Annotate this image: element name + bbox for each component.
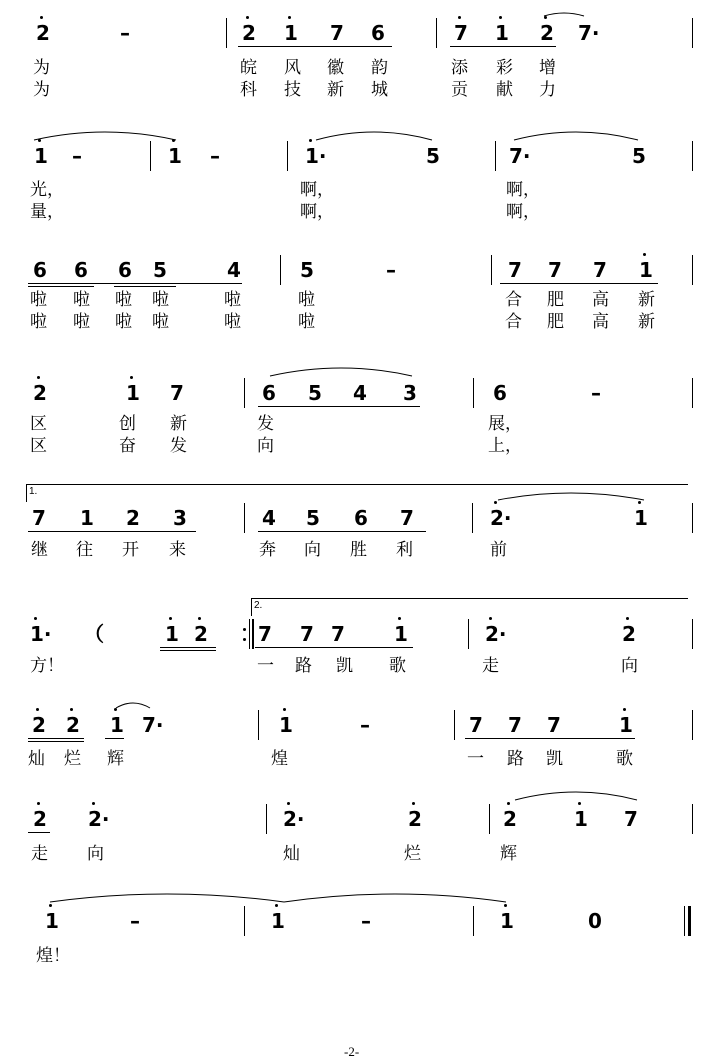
note: 1 — [574, 807, 588, 831]
lyric-syllable: 量， — [30, 202, 64, 222]
note: 2· — [485, 622, 507, 646]
note: 6 — [118, 258, 132, 282]
lyric-syllable: 新 — [327, 80, 344, 100]
slur-tie — [116, 703, 150, 708]
slur-tie — [515, 792, 637, 800]
lyric-syllable: 啦 — [298, 312, 315, 332]
note: 6 — [33, 258, 47, 282]
note: 4 — [227, 258, 241, 282]
lyric-syllable: 新 — [170, 414, 187, 434]
note: 7· — [578, 21, 600, 45]
note: 7 — [400, 506, 414, 530]
note: 2 — [33, 381, 47, 405]
note: 1 — [80, 506, 94, 530]
note: 7 — [300, 622, 314, 646]
lyric-syllable: 彩 — [496, 58, 513, 78]
lyric-syllable: 增 — [539, 58, 556, 78]
note: – — [130, 909, 140, 933]
lyric-syllable: 新 — [638, 312, 655, 332]
note: 2 — [32, 713, 46, 737]
lyric-syllable: 技 — [284, 80, 301, 100]
note: – — [361, 909, 371, 933]
note: 1· — [30, 622, 52, 646]
note: 7 — [330, 21, 344, 45]
lyric-syllable: 肥 — [547, 312, 564, 332]
slur-tie — [50, 894, 284, 902]
note: – — [210, 144, 220, 168]
lyric-syllable: 往 — [76, 540, 93, 560]
note: 2 — [540, 21, 554, 45]
lyric-syllable: 光， — [30, 180, 64, 200]
lyric-syllable: 开 — [122, 540, 139, 560]
lyric-syllable: 韵 — [371, 58, 388, 78]
note: 5 — [308, 381, 322, 405]
lyric-syllable: 啊， — [300, 202, 334, 222]
note: 7 — [547, 713, 561, 737]
lyric-syllable: 合 — [505, 290, 522, 310]
lyric-syllable: 歌 — [616, 749, 633, 769]
note: 3 — [403, 381, 417, 405]
lyric-syllable: 啦 — [115, 312, 132, 332]
lyric-syllable: 啦 — [224, 290, 241, 310]
lyric-syllable: 一 — [467, 749, 484, 769]
lyric-syllable: 煌 — [271, 749, 288, 769]
note: 0 — [588, 909, 602, 933]
lyric-syllable: 路 — [507, 749, 524, 769]
note: 1 — [165, 622, 179, 646]
lyric-syllable: 啦 — [73, 290, 90, 310]
lyric-syllable: 力 — [539, 80, 556, 100]
note: 6 — [354, 506, 368, 530]
lyric-syllable: 合 — [505, 312, 522, 332]
note: 1 — [34, 144, 48, 168]
slur-tie — [544, 13, 584, 16]
lyric-syllable: 烂 — [64, 749, 81, 769]
note: 7 — [548, 258, 562, 282]
note: 1 — [284, 21, 298, 45]
note: 7 — [170, 381, 184, 405]
note: – — [386, 258, 396, 282]
lyric-syllable: 风 — [284, 58, 301, 78]
lyric-syllable: 辉 — [107, 749, 124, 769]
note: 1 — [639, 258, 653, 282]
note: 7 — [331, 622, 345, 646]
note: 1 — [394, 622, 408, 646]
note: 7 — [32, 506, 46, 530]
volta-number: 2. — [254, 600, 263, 611]
slur-tie — [514, 132, 638, 140]
lyric-syllable: 啦 — [224, 312, 241, 332]
note: 1 — [110, 713, 124, 737]
note: 1 — [619, 713, 633, 737]
note: – — [72, 144, 82, 168]
lyric-syllable: 添 — [451, 58, 468, 78]
lyric-syllable: 贡 — [451, 80, 468, 100]
lyric-syllable: 继 — [31, 540, 48, 560]
lyric-syllable: 高 — [592, 312, 609, 332]
lyric-syllable: 为 — [33, 58, 50, 78]
note: 2· — [283, 807, 305, 831]
lyric-syllable: 徽 — [327, 58, 344, 78]
lyric-syllable: 来 — [169, 540, 186, 560]
note: 1 — [271, 909, 285, 933]
lyric-syllable: 皖 — [240, 58, 257, 78]
note: 7· — [142, 713, 164, 737]
note: 2 — [408, 807, 422, 831]
note: 7 — [624, 807, 638, 831]
note: 2 — [33, 807, 47, 831]
lyric-syllable: 走 — [31, 844, 48, 864]
note: 4 — [262, 506, 276, 530]
lyric-syllable: 啊， — [506, 202, 540, 222]
lyric-syllable: 发 — [257, 414, 274, 434]
note: 2 — [622, 622, 636, 646]
lyric-syllable: 发 — [170, 436, 187, 456]
note: （ — [84, 622, 104, 646]
lyric-syllable: 区 — [30, 414, 47, 434]
lyric-syllable: 啦 — [152, 312, 169, 332]
lyric-syllable: 路 — [295, 656, 312, 676]
note: 5 — [426, 144, 440, 168]
note: 4 — [353, 381, 367, 405]
lyric-syllable: 区 — [30, 436, 47, 456]
note: 3 — [173, 506, 187, 530]
lyric-syllable: 辉 — [500, 844, 517, 864]
note: 2 — [194, 622, 208, 646]
note: 6 — [493, 381, 507, 405]
note: 1· — [305, 144, 327, 168]
lyric-syllable: 歌 — [389, 656, 406, 676]
note: 6 — [262, 381, 276, 405]
slur-tie — [284, 894, 506, 902]
lyric-syllable: 展， — [488, 414, 522, 434]
note: 2· — [490, 506, 512, 530]
lyric-syllable: 灿 — [283, 844, 300, 864]
lyric-syllable: 啦 — [298, 290, 315, 310]
note: 1 — [168, 144, 182, 168]
lyric-syllable: 向 — [257, 436, 274, 456]
lyric-syllable: 啦 — [152, 290, 169, 310]
lyric-syllable: 科 — [240, 80, 257, 100]
note: 7 — [508, 258, 522, 282]
note: 2 — [36, 21, 50, 45]
slur-tie — [270, 368, 412, 376]
lyric-syllable: 利 — [396, 540, 413, 560]
note: 6 — [74, 258, 88, 282]
note: 7 — [593, 258, 607, 282]
lyric-syllable: 肥 — [547, 290, 564, 310]
note: 1 — [634, 506, 648, 530]
lyric-syllable: 啦 — [115, 290, 132, 310]
note: 1 — [126, 381, 140, 405]
lyric-syllable: 为 — [33, 80, 50, 100]
lyric-syllable: 奋 — [119, 436, 136, 456]
lyric-syllable: 啦 — [30, 290, 47, 310]
note: 1 — [45, 909, 59, 933]
lyric-syllable: 凯 — [546, 749, 563, 769]
slur-tie — [34, 132, 176, 140]
lyric-syllable: 向 — [621, 656, 638, 676]
lyric-syllable: 上， — [488, 436, 522, 456]
volta-number: 1. — [29, 486, 38, 497]
note: 2 — [242, 21, 256, 45]
note: – — [120, 21, 130, 45]
lyric-syllable: 凯 — [336, 656, 353, 676]
note: 7 — [258, 622, 272, 646]
lyric-syllable: 一 — [257, 656, 274, 676]
lyric-syllable: 方！ — [30, 656, 64, 676]
note: 7· — [509, 144, 531, 168]
note: 2 — [126, 506, 140, 530]
page-number: -2- — [344, 1044, 360, 1059]
slur-tie — [498, 493, 644, 500]
note: 5 — [632, 144, 646, 168]
note: – — [360, 713, 370, 737]
note: 1 — [500, 909, 514, 933]
note: 5 — [153, 258, 167, 282]
lyric-syllable: 啦 — [73, 312, 90, 332]
note: 5 — [306, 506, 320, 530]
note: 1 — [495, 21, 509, 45]
lyric-syllable: 奔 — [259, 540, 276, 560]
note: 1 — [279, 713, 293, 737]
note: 7 — [454, 21, 468, 45]
lyric-syllable: 烂 — [404, 844, 421, 864]
slur-tie — [316, 132, 432, 140]
note: – — [591, 381, 601, 405]
lyric-syllable: 煌！ — [36, 946, 70, 966]
note: 2 — [66, 713, 80, 737]
lyric-syllable: 啊， — [300, 180, 334, 200]
lyric-syllable: 啦 — [30, 312, 47, 332]
lyric-syllable: 向 — [87, 844, 104, 864]
lyric-syllable: 创 — [119, 414, 136, 434]
lyric-syllable: 走 — [482, 656, 499, 676]
lyric-syllable: 向 — [304, 540, 321, 560]
lyric-syllable: 前 — [490, 540, 507, 560]
lyric-syllable: 新 — [638, 290, 655, 310]
lyric-syllable: 啊， — [506, 180, 540, 200]
note: 7 — [469, 713, 483, 737]
lyric-syllable: 献 — [496, 80, 513, 100]
note: 5 — [300, 258, 314, 282]
lyric-syllable: 城 — [371, 80, 388, 100]
note: 7 — [508, 713, 522, 737]
lyric-syllable: 灿 — [28, 749, 45, 769]
note: 2 — [503, 807, 517, 831]
lyric-syllable: 高 — [592, 290, 609, 310]
note: 2· — [88, 807, 110, 831]
lyric-syllable: 胜 — [350, 540, 367, 560]
note: 6 — [371, 21, 385, 45]
